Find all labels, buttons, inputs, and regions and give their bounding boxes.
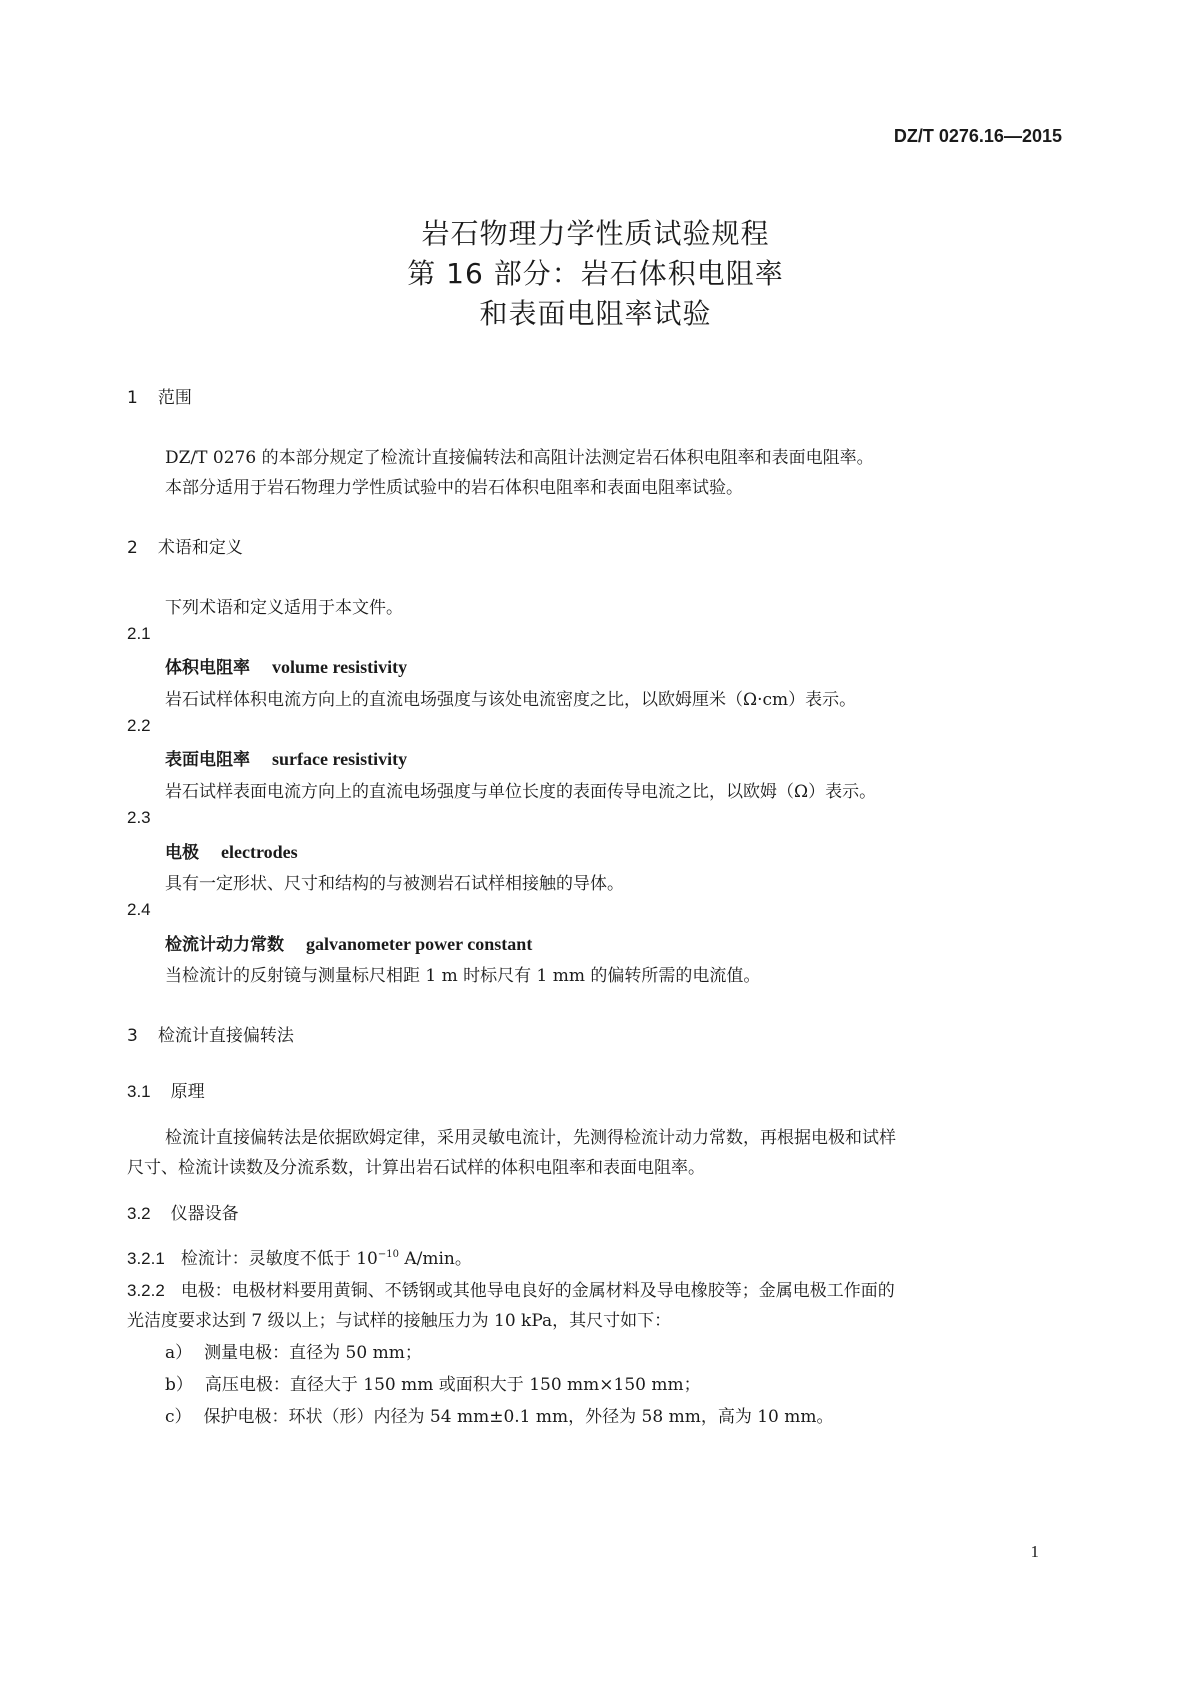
term-en: galvanometer power constant	[306, 934, 533, 954]
subsection-3-2-heading	[127, 1199, 239, 1224]
section-1-heading	[127, 383, 192, 408]
term-number: 2.2	[127, 716, 151, 735]
exponent: −10	[377, 1249, 399, 1260]
paragraph: 下列术语和定义适用于本文件。	[165, 598, 403, 618]
list-text: 高压电极：直径大于 150 mm 或面积大于 150 mm×150 mm；	[204, 1375, 701, 1395]
term-number: 2.1	[127, 624, 151, 643]
term-entry	[165, 838, 298, 863]
document-title-line-2: 第 16 部分：岩石体积电阻率	[407, 257, 784, 290]
page-number: 1	[1030, 1542, 1039, 1561]
term-number: 2.4	[127, 900, 151, 919]
section-number: 1	[127, 388, 138, 408]
list-item	[165, 1370, 701, 1395]
section-title: 术语和定义	[157, 538, 243, 558]
list-item	[165, 1402, 834, 1427]
list-text: 保护电极：环状（形）内径为 54 mm±0.1 mm，外径为 58 mm，高为 10 mm。	[203, 1407, 834, 1427]
clause-text: 检流计：灵敏度不低于 10	[180, 1249, 378, 1269]
term-definition: 岩石试样表面电流方向上的直流电场强度与单位长度的表面传导电流之比，以欧姆（Ω）表示。	[165, 782, 877, 802]
list-marker: a）	[165, 1343, 193, 1363]
section-3-heading	[127, 1021, 294, 1046]
section-title: 范围	[157, 388, 192, 408]
term-entry	[165, 745, 407, 770]
paragraph: 光洁度要求达到 7 级以上；与试样的接触压力为 10 kPa，其尺寸如下：	[127, 1311, 672, 1331]
list-marker: c）	[165, 1407, 192, 1427]
subsection-3-1-heading	[127, 1077, 205, 1102]
term-zh: 检流计动力常数	[165, 935, 284, 955]
clause-text-unit: A/min。	[398, 1249, 472, 1269]
subsection-number: 3.1	[127, 1082, 151, 1101]
paragraph: 尺寸、检流计读数及分流系数，计算出岩石试样的体积电阻率和表面电阻率。	[127, 1158, 705, 1178]
document-title-line-1: 岩石物理力学性质试验规程	[421, 217, 770, 250]
list-marker: b）	[165, 1375, 193, 1395]
term-entry	[165, 930, 532, 955]
subsection-number: 3.2	[127, 1204, 151, 1223]
list-item	[165, 1338, 422, 1363]
term-definition: 岩石试样体积电流方向上的直流电场强度与该处电流密度之比，以欧姆厘米（Ω·cm）表示。	[165, 690, 857, 710]
term-zh: 电极	[165, 843, 199, 863]
paragraph: 检流计直接偏转法是依据欧姆定律，采用灵敏电流计，先测得检流计动力常数，再根据电极和试样	[165, 1128, 896, 1148]
document-title-line-3: 和表面电阻率试验	[479, 297, 712, 330]
clause-3-2-2	[127, 1276, 895, 1301]
clause-number: 3.2.1	[127, 1249, 165, 1268]
term-en: surface resistivity	[272, 749, 408, 769]
subsection-title: 原理	[170, 1082, 205, 1102]
section-title: 检流计直接偏转法	[157, 1026, 294, 1046]
term-zh: 表面电阻率	[165, 750, 250, 770]
section-number: 3	[127, 1026, 138, 1046]
section-number: 2	[127, 538, 138, 558]
term-definition: 当检流计的反射镜与测量标尺相距 1 m 时标尺有 1 mm 的偏转所需的电流值。	[165, 966, 761, 986]
clause-3-2-1	[127, 1244, 472, 1269]
paragraph: DZ/T 0276 的本部分规定了检流计直接偏转法和高阻计法测定岩石体积电阻率和表面电阻率。	[165, 448, 874, 468]
list-text: 测量电极：直径为 50 mm；	[204, 1343, 422, 1363]
subsection-title: 仪器设备	[170, 1204, 239, 1224]
term-en: electrodes	[221, 842, 298, 862]
term-definition: 具有一定形状、尺寸和结构的与被测岩石试样相接触的导体。	[165, 874, 624, 894]
standard-code: DZ/T 0276.16—2015	[893, 126, 1062, 146]
clause-number: 3.2.2	[127, 1281, 165, 1300]
paragraph: 本部分适用于岩石物理力学性质试验中的岩石体积电阻率和表面电阻率试验。	[165, 478, 743, 498]
term-entry	[165, 653, 407, 678]
term-number: 2.3	[127, 808, 151, 827]
clause-text: 电极：电极材料要用黄铜、不锈钢或其他导电良好的金属材料及导电橡胶等；金属电极工作面的	[180, 1281, 895, 1301]
term-en: volume resistivity	[272, 657, 408, 677]
term-zh: 体积电阻率	[165, 658, 250, 678]
section-2-heading	[127, 533, 243, 558]
